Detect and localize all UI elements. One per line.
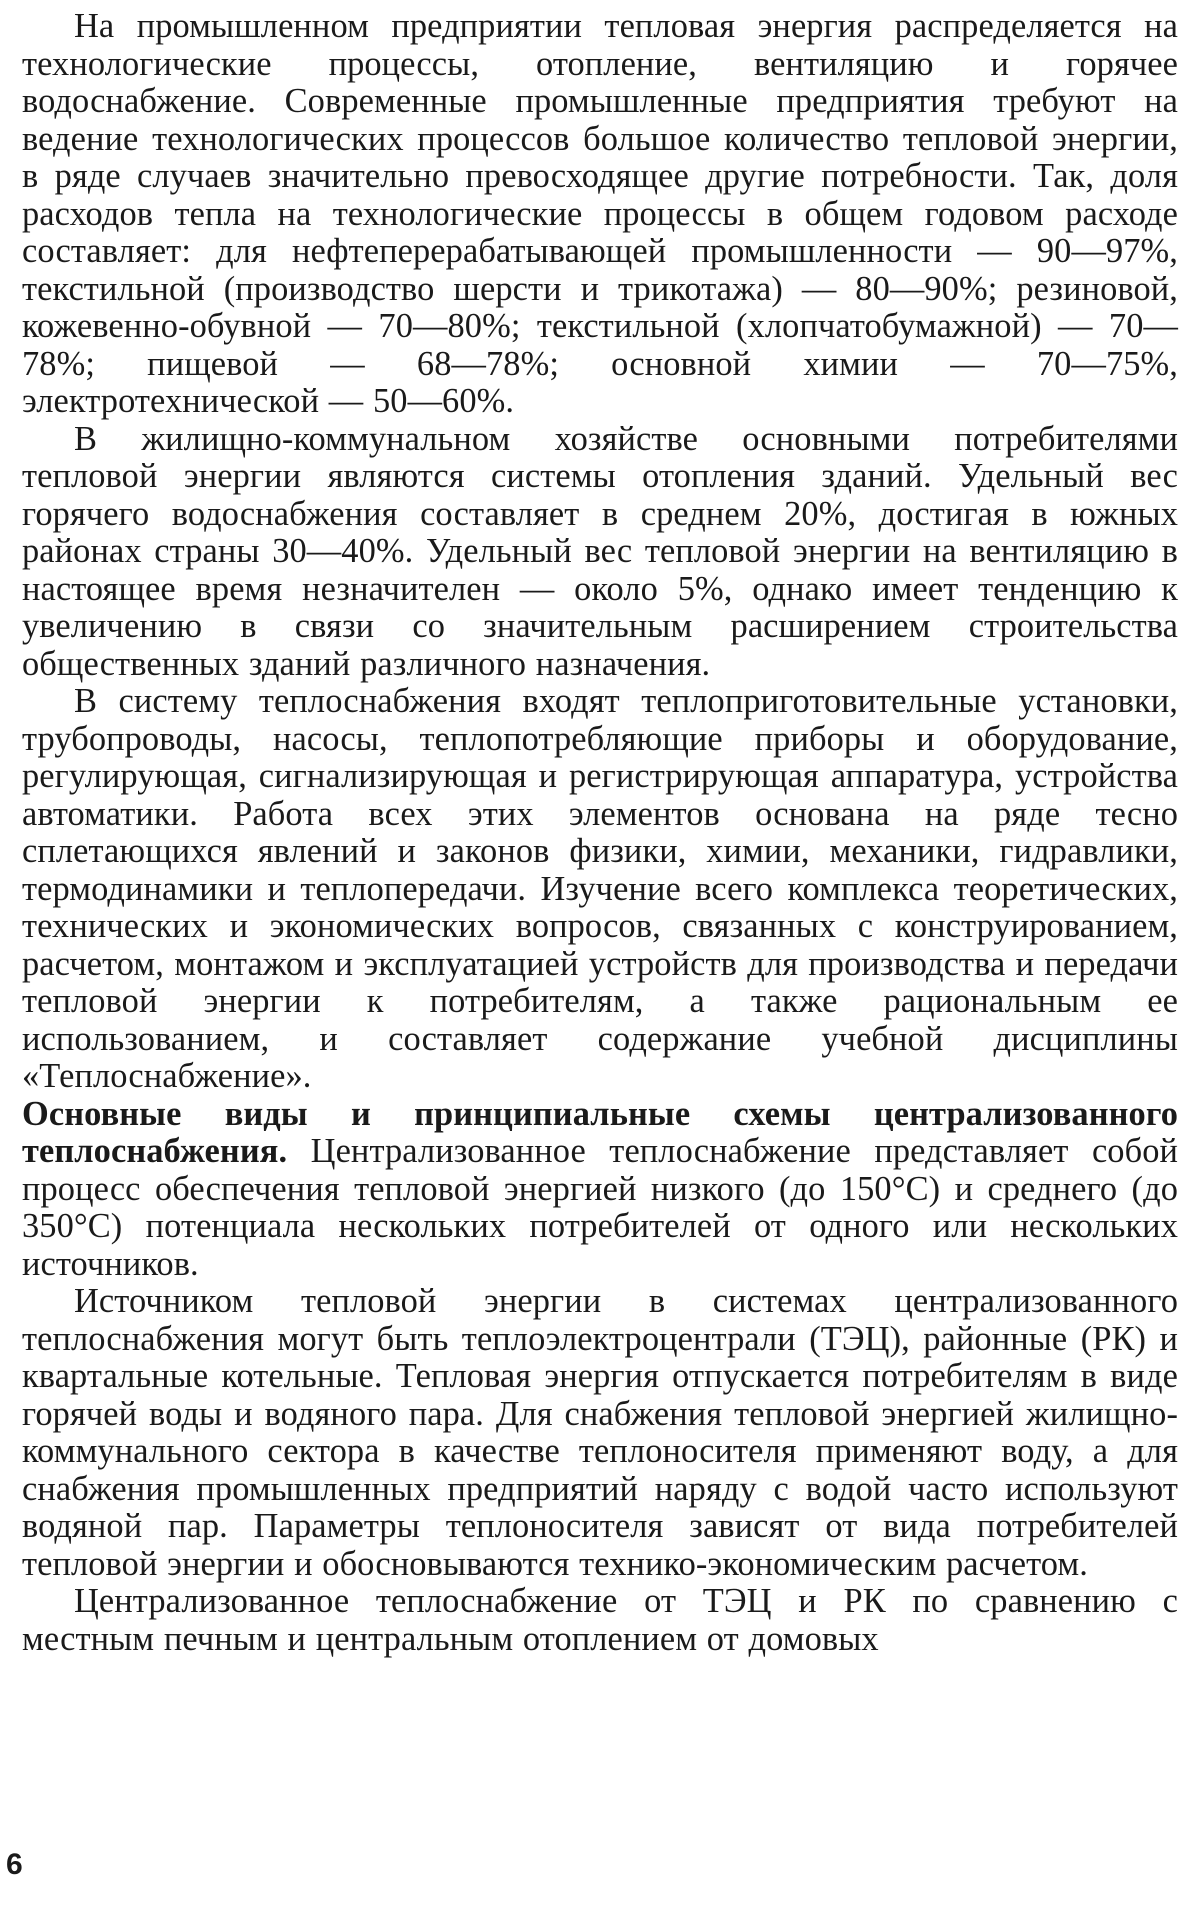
- paragraph-heat-supply-system: В систему теплоснабжения входят теплоприготовительные установки, трубопроводы, насосы, теплопотребляющие приборы и оборудование, регулирующая, сигнализирующая и регистрирующая аппаратура, устройства автоматики. Работа всех этих элементов основана на ряде тесно сплетающихся явлений и законов физики, химии, механики, гидравлики, термодинамики и теплопередачи. Изучение всего комплекса теоретических, технических и экономических вопросов, связанных с конструированием, расчетом, монтажом и эксплуатацией устройств для производства и передачи тепловой энергии к потребителям, а также рациональным ее использованием, и составляет содержание учебной дисциплины «Теплоснабжение».: [22, 682, 1178, 1095]
- paragraph-central-vs-local: Централизованное теплоснабжение от ТЭЦ и РК по сравнению с местным печным и центральным отоплением от домовых: [22, 1582, 1178, 1658]
- page-number: 6: [6, 1848, 23, 1881]
- section-heading: Основные виды и принципиальные схемы централизованного теплоснабжения.: [22, 1094, 1178, 1170]
- paragraph-industrial-heat: На промышленном предприятии тепловая энергия распределяется на технологические процессы, отопление, вентиляцию и горячее водоснабжение. Современные промышленные предприятия требуют на ведение технологических процессов большое количество тепловой энергии, в ряде случаев значительно превосходящее другие потребности. Так, доля расходов тепла на технологические процессы в общем годовом расходе составляет: для нефтеперерабатывающей промышленности — 90—97%, текстильной (производство шерсти и трикотажа) — 80—90%; резиновой, кожевенно-обувной — 70—80%; текстильной (хлопчатобумажной) — 70—78%; пищевой — 68—78%; основной химии — 70—75%, электротехнической — 50—60%.: [22, 7, 1178, 420]
- paragraph-heat-sources: Источником тепловой энергии в системах централизованного теплоснабжения могут быть теплоэлектроцентрали (ТЭЦ), районные (РК) и квартальные котельные. Тепловая энергия отпускается потребителям в виде горячей воды и водяного пара. Для снабжения тепловой энергией жилищно-коммунального сектора в качестве теплоносителя применяют воду, а для снабжения промышленных предприятий наряду с водой часто используют водяной пар. Параметры теплоносителя зависят от вида потребителей тепловой энергии и обосновываются технико-экономическим расчетом.: [22, 1282, 1178, 1583]
- document-page: [22, 8, 1178, 1658]
- paragraph-central-heating-types: [22, 1096, 1178, 1284]
- section-heading-body: Централизованное теплоснабжение представляет собой процесс обеспечения тепловой энергией низкого (до 150°С) и среднего (до 350°С) потенциала нескольких потребителей от одного или нескольких источников.: [22, 1132, 1178, 1283]
- paragraph-housing-heat: В жилищно-коммунальном хозяйстве основными потребителями тепловой энергии являются системы отопления зданий. Удельный вес горячего водоснабжения составляет в среднем 20%, достигая в южных районах страны 30—40%. Удельный вес тепловой энергии на вентиляцию в настоящее время незначителен — около 5%, однако имеет тенденцию к увеличению в связи со значительным расширением строительства общественных зданий различного назначения.: [22, 419, 1178, 683]
